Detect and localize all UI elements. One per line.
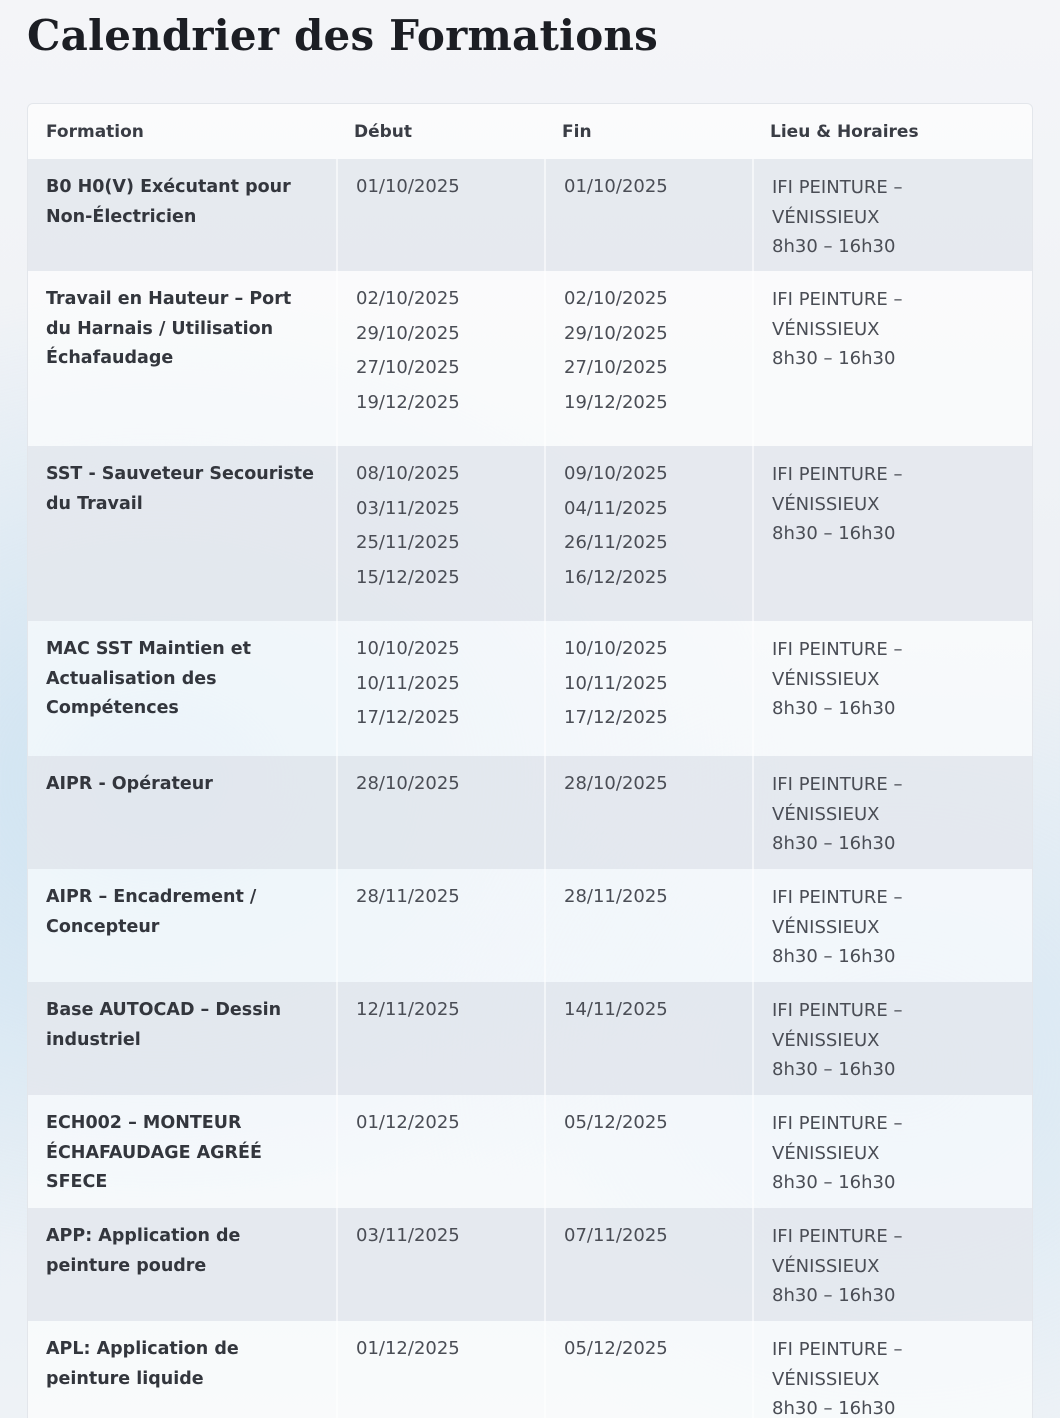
- fin-date: 10/11/2025: [564, 672, 668, 694]
- debut-dates-cell: [336, 159, 544, 271]
- lieu-line: IFI PEINTURE –: [772, 464, 903, 485]
- debut-date: 01/12/2025: [356, 1112, 460, 1133]
- formation-name-cell: APP: Application de peinture poudre: [28, 1208, 336, 1321]
- fin-date: 10/10/2025: [564, 638, 668, 659]
- fin-date: 09/10/2025: [564, 463, 668, 484]
- lieu-line: VÉNISSIEUX: [772, 1142, 880, 1164]
- debut-date: 08/10/2025: [356, 463, 460, 484]
- lieu-horaires-cell: [752, 869, 1032, 982]
- fin-date: 07/11/2025: [564, 1225, 668, 1246]
- table-row: [28, 1095, 1032, 1208]
- table-row: [28, 271, 1032, 446]
- debut-date: 28/10/2025: [356, 773, 460, 794]
- lieu-horaires-cell: [752, 982, 1032, 1095]
- lieu-line: IFI PEINTURE –: [772, 1226, 903, 1247]
- debut-date: 12/11/2025: [356, 999, 460, 1020]
- fin-date: 16/12/2025: [564, 566, 668, 588]
- lieu-line: 8h30 – 16h30: [772, 1398, 896, 1418]
- lieu-line: IFI PEINTURE –: [772, 774, 903, 795]
- fin-dates-cell: [544, 621, 752, 756]
- debut-date: 29/10/2025: [356, 322, 460, 344]
- formation-name-cell: SST - Sauveteur Secouriste du Travail: [28, 446, 336, 621]
- fin-date: 29/10/2025: [564, 322, 668, 344]
- lieu-line: IFI PEINTURE –: [772, 1113, 903, 1134]
- debut-date: 28/11/2025: [356, 886, 460, 907]
- debut-dates-cell: [336, 1095, 544, 1208]
- lieu-horaires-cell: [752, 621, 1032, 756]
- fin-dates-cell: [544, 869, 752, 982]
- page-title: Calendrier des Formations: [27, 11, 659, 60]
- lieu-line: VÉNISSIEUX: [772, 493, 880, 515]
- fin-date: 05/12/2025: [564, 1112, 668, 1133]
- fin-date: 27/10/2025: [564, 357, 668, 378]
- debut-date: 10/11/2025: [356, 672, 460, 694]
- debut-dates-cell: [336, 1321, 544, 1418]
- formation-name-cell: APL: Application de peinture liquide: [28, 1321, 336, 1418]
- table-row: [28, 756, 1032, 869]
- formations-table: [28, 104, 1032, 1418]
- formation-name-cell: ECH002 – MONTEUR ÉCHAFAUDAGE AGRÉÉ SFECE: [28, 1095, 336, 1208]
- table-row: [28, 1208, 1032, 1321]
- lieu-line: IFI PEINTURE –: [772, 639, 903, 660]
- lieu-line: VÉNISSIEUX: [772, 206, 880, 228]
- lieu-horaires-cell: [752, 446, 1032, 621]
- table-row: [28, 982, 1032, 1095]
- lieu-line: IFI PEINTURE –: [772, 1000, 903, 1021]
- fin-dates-cell: [544, 1321, 752, 1418]
- lieu-line: IFI PEINTURE –: [772, 289, 903, 310]
- fin-date: 04/11/2025: [564, 497, 668, 519]
- fin-dates-cell: [544, 1095, 752, 1208]
- lieu-line: VÉNISSIEUX: [772, 1255, 880, 1277]
- fin-dates-cell: [544, 446, 752, 621]
- debut-date: 15/12/2025: [356, 566, 460, 588]
- lieu-horaires-cell: [752, 1208, 1032, 1321]
- lieu-line: 8h30 – 16h30: [772, 348, 896, 369]
- fin-date: 05/12/2025: [564, 1338, 668, 1359]
- lieu-line: IFI PEINTURE –: [772, 1339, 903, 1360]
- debut-date: 10/10/2025: [356, 638, 460, 659]
- table-row: [28, 1321, 1032, 1418]
- lieu-line: IFI PEINTURE –: [772, 887, 903, 908]
- lieu-line: VÉNISSIEUX: [772, 1029, 880, 1051]
- lieu-line: VÉNISSIEUX: [772, 803, 880, 825]
- fin-date: 28/10/2025: [564, 773, 668, 794]
- header-row: [28, 104, 1032, 159]
- lieu-line: VÉNISSIEUX: [772, 318, 880, 340]
- lieu-line: VÉNISSIEUX: [772, 1368, 880, 1390]
- formation-name-cell: AIPR - Opérateur: [28, 756, 336, 869]
- lieu-horaires-cell: [752, 159, 1032, 271]
- table-row: [28, 621, 1032, 756]
- lieu-line: 8h30 – 16h30: [772, 1059, 896, 1080]
- lieu-line: 8h30 – 16h30: [772, 946, 896, 967]
- header-formation: Formation: [28, 104, 336, 159]
- lieu-line: VÉNISSIEUX: [772, 916, 880, 938]
- debut-dates-cell: [336, 1208, 544, 1321]
- table-row: [28, 159, 1032, 271]
- fin-dates-cell: [544, 982, 752, 1095]
- debut-date: 02/10/2025: [356, 288, 460, 309]
- fin-date: 19/12/2025: [564, 391, 668, 413]
- debut-date: 01/10/2025: [356, 176, 460, 197]
- lieu-horaires-cell: [752, 271, 1032, 446]
- debut-date: 19/12/2025: [356, 391, 460, 413]
- lieu-line: 8h30 – 16h30: [772, 833, 896, 854]
- lieu-line: 8h30 – 16h30: [772, 236, 896, 257]
- debut-date: 03/11/2025: [356, 497, 460, 519]
- lieu-line: 8h30 – 16h30: [772, 698, 896, 719]
- debut-dates-cell: [336, 271, 544, 446]
- debut-date: 25/11/2025: [356, 532, 460, 553]
- fin-date: 28/11/2025: [564, 886, 668, 907]
- debut-date: 17/12/2025: [356, 707, 460, 728]
- debut-date: 01/12/2025: [356, 1338, 460, 1359]
- lieu-horaires-cell: [752, 756, 1032, 869]
- fin-date: 02/10/2025: [564, 288, 668, 309]
- lieu-line: IFI PEINTURE –: [772, 177, 903, 198]
- fin-date: 01/10/2025: [564, 176, 668, 197]
- fin-date: 26/11/2025: [564, 532, 668, 553]
- formation-name-cell: Base AUTOCAD – Dessin industriel: [28, 982, 336, 1095]
- formations-table-container: [27, 103, 1033, 1418]
- formation-name-cell: AIPR – Encadrement / Concepteur: [28, 869, 336, 982]
- formation-name-cell: B0 H0(V) Exécutant pour Non-Électricien: [28, 159, 336, 271]
- lieu-line: 8h30 – 16h30: [772, 1285, 896, 1306]
- formation-name-cell: MAC SST Maintien et Actualisation des Compétences: [28, 621, 336, 756]
- fin-dates-cell: [544, 1208, 752, 1321]
- debut-date: 03/11/2025: [356, 1225, 460, 1246]
- fin-date: 17/12/2025: [564, 707, 668, 728]
- formation-name-cell: Travail en Hauteur – Port du Harnais / Utilisation Échafaudage: [28, 271, 336, 446]
- lieu-line: 8h30 – 16h30: [772, 1172, 896, 1193]
- header-fin: Fin: [544, 104, 752, 159]
- debut-date: 27/10/2025: [356, 357, 460, 378]
- table-body: [28, 159, 1032, 1418]
- lieu-line: 8h30 – 16h30: [772, 523, 896, 544]
- table-row: [28, 869, 1032, 982]
- debut-dates-cell: [336, 869, 544, 982]
- lieu-horaires-cell: [752, 1095, 1032, 1208]
- table-header: [28, 104, 1032, 159]
- fin-dates-cell: [544, 756, 752, 869]
- debut-dates-cell: [336, 756, 544, 869]
- debut-dates-cell: [336, 982, 544, 1095]
- debut-dates-cell: [336, 446, 544, 621]
- table-row: [28, 446, 1032, 621]
- fin-date: 14/11/2025: [564, 999, 668, 1020]
- fin-dates-cell: [544, 159, 752, 271]
- lieu-horaires-cell: [752, 1321, 1032, 1418]
- header-lieu: Lieu & Horaires: [752, 104, 1032, 159]
- fin-dates-cell: [544, 271, 752, 446]
- debut-dates-cell: [336, 621, 544, 756]
- lieu-line: VÉNISSIEUX: [772, 668, 880, 690]
- header-debut: Début: [336, 104, 544, 159]
